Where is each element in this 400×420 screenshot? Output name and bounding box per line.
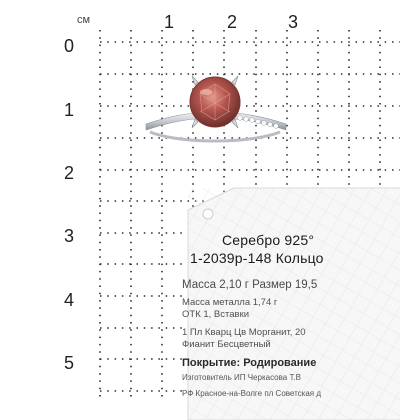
tag-material: Серебро 925° [222,232,315,248]
tag-insert-2: Фианит Бесцветный [182,339,271,350]
tag-weight-size: Масса 2,10 г Размер 19,5 [182,279,318,291]
price-tag [174,180,400,420]
tag-insert-1: 1 Пл Кварц Цв Морганит, 20 [182,327,306,338]
tag-hole [203,209,213,219]
ruler-left-number-4: 4 [64,290,75,310]
tag-coating: Покрытие: Родирование [182,357,317,369]
ruler-left-number-3: 3 [64,226,75,246]
ruler-top-number-2: 2 [227,12,238,32]
unit-label: см [77,14,91,26]
tag-metal-weight: Масса металла 1,74 г [182,297,278,308]
ruler-left-number-1: 1 [64,100,75,120]
tag-address: РФ Красное-на-Волге пл Советская д [182,389,322,398]
tag-article: 1-2039р-148 Кольцо [190,250,324,266]
tag-manufacturer: Изготовитель ИП Черкасова Т.В [182,373,301,382]
ruler-top-number-1: 1 [164,12,175,32]
ruler-left-number-0: 0 [64,36,75,56]
watermark-pattern [188,188,400,420]
ruler-top-number-3: 3 [288,12,299,32]
ruler-left-number-5: 5 [64,353,75,373]
tag-otk-inserts: ОТК 1, Вставки [182,309,250,320]
ring-image [140,62,290,162]
ruler-left-number-2: 2 [64,163,75,183]
